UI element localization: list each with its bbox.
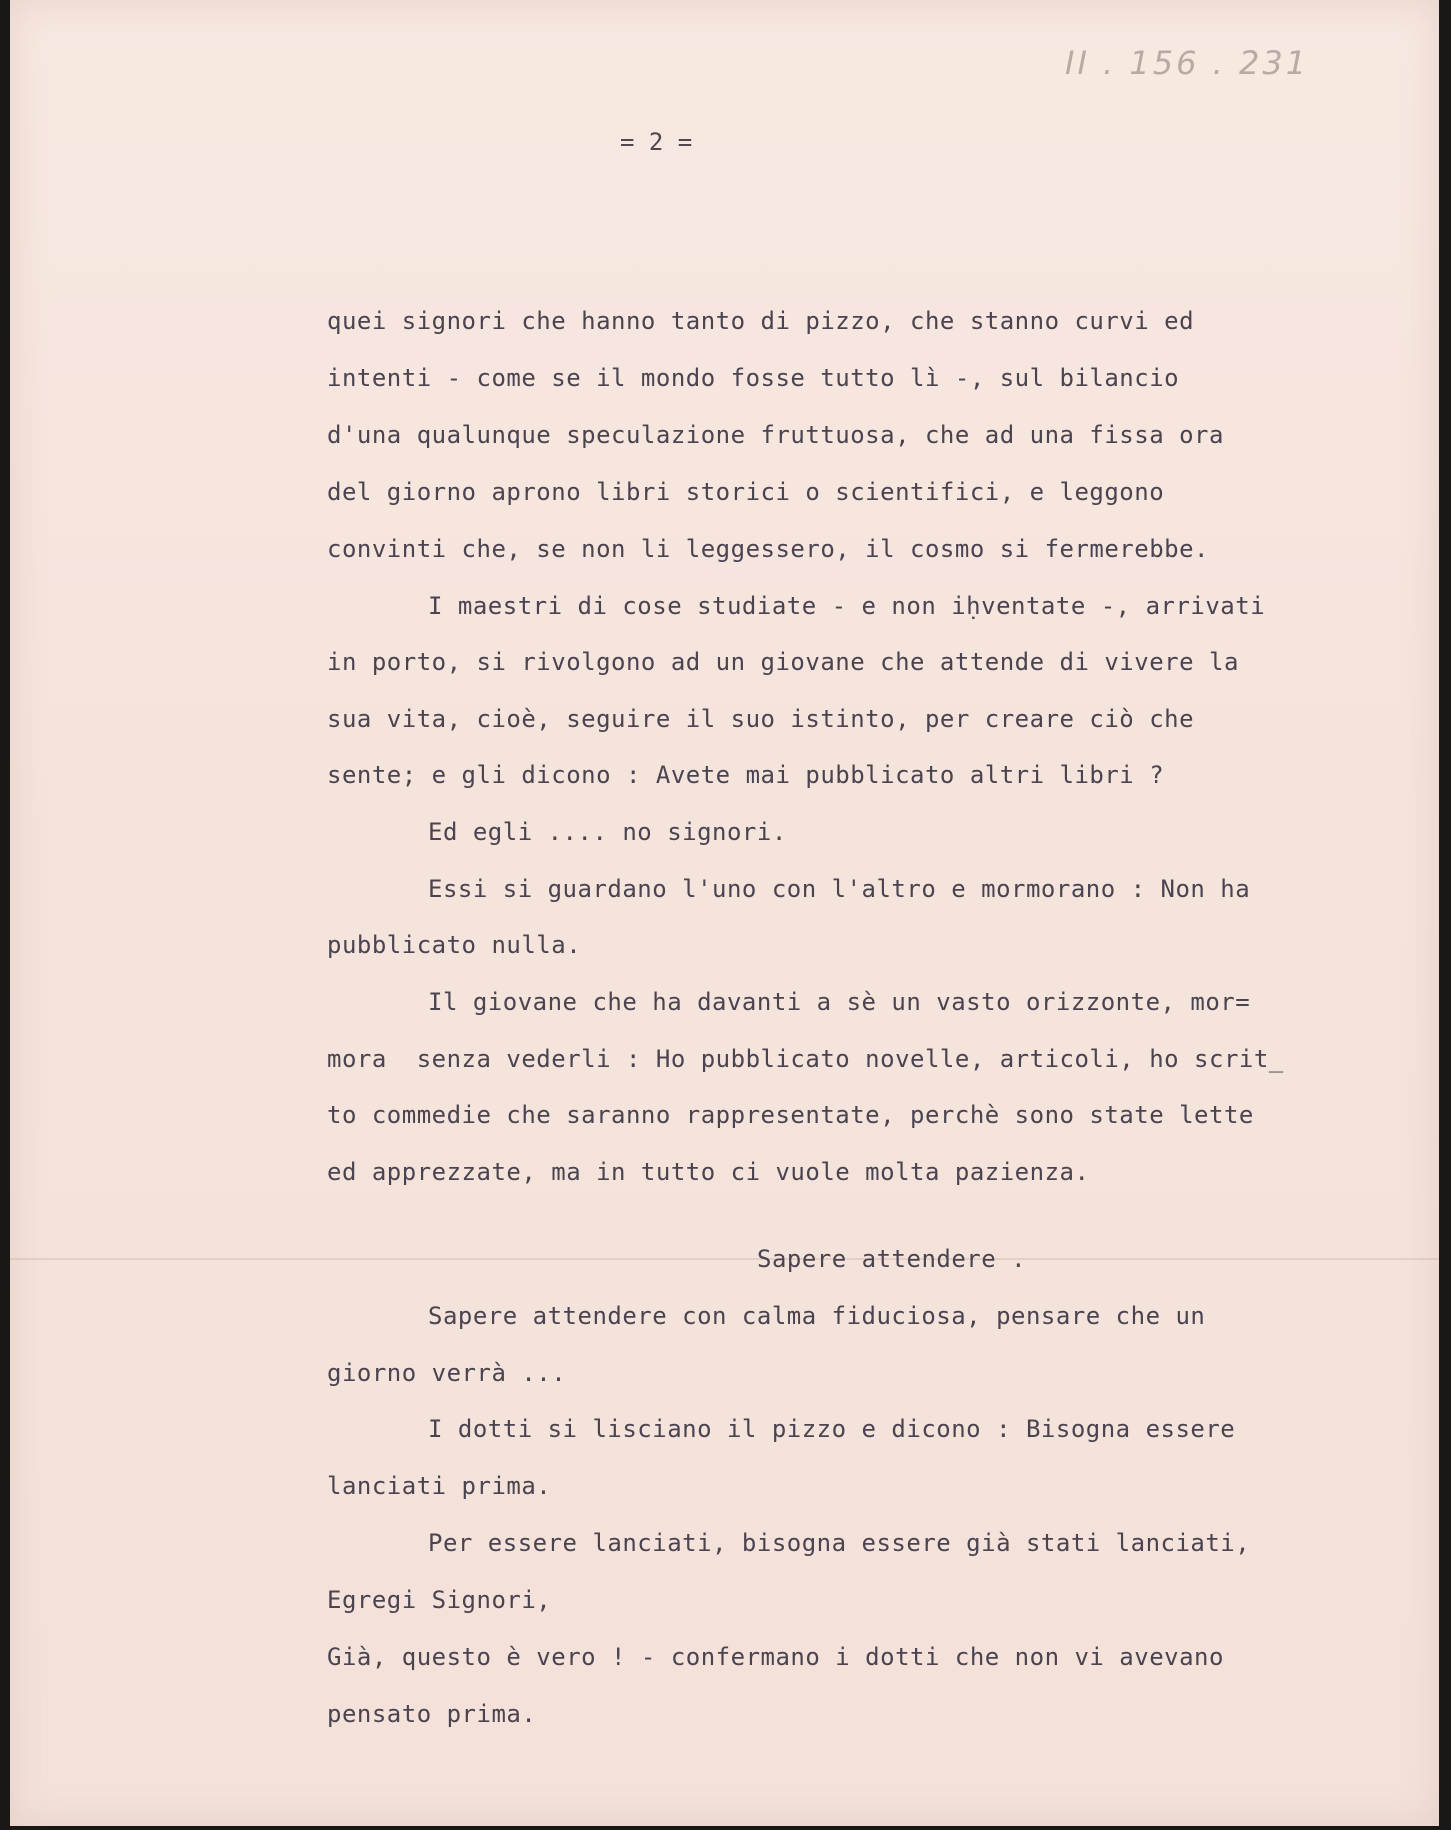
text-line: in porto, si rivolgono ad un giovane che attende di vivere la [327,648,1239,676]
typewritten-sheet [10,0,1439,1826]
text-line: lanciati prima. [327,1472,552,1500]
paragraph-start-line: Per essere lanciati, bisogna essere già stati lanciati, [428,1529,1251,1557]
paragraph-start-line: Sapere attendere con calma fiduciosa, pensare che un [428,1302,1206,1330]
paragraph-start-line: I maestri di cose studiate - e non iḥventate -, arrivati [428,592,1266,620]
paragraph-start-line: Essi si guardano l'uno con l'altro e mormorano : Non ha [428,875,1251,903]
text-line: pensato prima. [327,1700,537,1728]
archive-reference-number: II . 156 . 231 [1065,44,1310,82]
text-line: mora senza vederli : Ho pubblicato novelle, articoli, ho scrit_ [327,1045,1284,1073]
text-line: Già, questo è vero ! - confermano i dotti che non vi avevano [327,1643,1224,1671]
section-heading: Sapere attendere . [757,1245,1027,1273]
text-line: pubblicato nulla. [327,931,582,959]
text-line: to commedie che saranno rappresentate, perchè sono state lette [327,1101,1254,1129]
paper-fold-crease [10,1258,1439,1260]
text-line: sua vita, cioè, seguire il suo istinto, per creare ciò che [327,705,1195,733]
paragraph-start-line: I dotti si lisciano il pizzo e dicono : Bisogna essere [428,1415,1236,1443]
page-number: = 2 = [620,128,693,156]
text-line: sente; e gli dicono : Avete mai pubblicato altri libri ? [327,761,1165,789]
text-line: convinti che, se non li leggessero, il cosmo si fermerebbe. [327,535,1210,563]
text-line: ed apprezzate, ma in tutto ci vuole molta pazienza. [327,1158,1090,1186]
text-line: quei signori che hanno tanto di pizzo, che stanno curvi ed [327,307,1195,335]
text-line: intenti - come se il mondo fosse tutto lì -, sul bilancio [327,364,1180,392]
text-line: del giorno aprono libri storici o scientifici, e leggono [327,478,1165,506]
text-line: Egregi Signori, [327,1586,552,1614]
paragraph-start-line: Ed egli .... no signori. [428,818,787,846]
text-line: d'una qualunque speculazione fruttuosa, che ad una fissa ora [327,421,1224,449]
text-line: giorno verrà ... [327,1359,567,1387]
paragraph-start-line: Il giovane che ha davanti a sè un vasto orizzonte, mor= [428,988,1251,1016]
